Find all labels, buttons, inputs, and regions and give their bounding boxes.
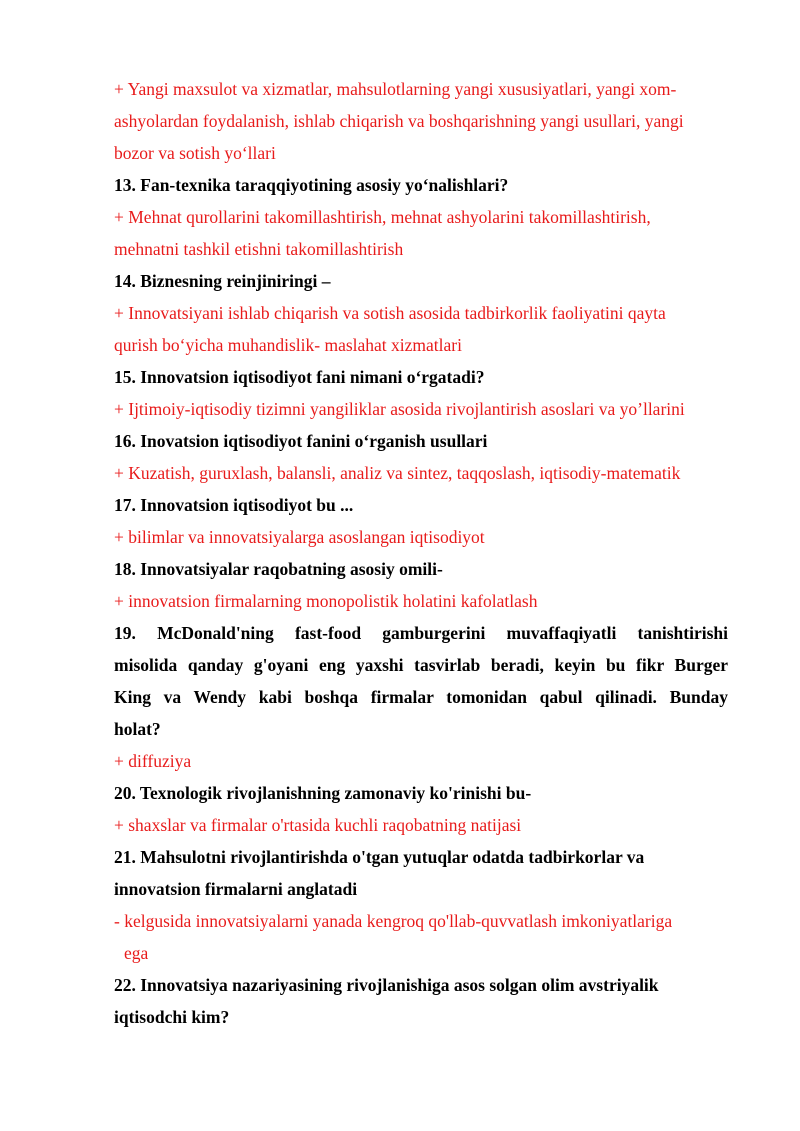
question-block [114,361,728,393]
question-line: 20. Texnologik rivojlanishning zamonaviy ko'rinishi bu- [114,783,532,803]
question-line: 13. Fan-texnika taraqqiyotining asosiy yo‘nalishlari? [114,175,509,195]
question-line: 19. McDonald'ning fast-food gamburgerini muvaffaqiyatli tanishtirishi [114,623,728,643]
question-block [114,265,728,297]
answer-block [114,457,728,489]
answer-block [114,585,728,617]
question-line: 18. Innovatsiyalar raqobatning asosiy omili- [114,559,443,579]
question-line: 15. Innovatsion iqtisodiyot fani nimani o‘rgatadi? [114,367,485,387]
question-line: innovatsion firmalarni anglatadi [114,879,358,899]
question-block [114,841,728,905]
answer-block [114,905,728,969]
question-block [114,425,728,457]
answer-line: + Ijtimoiy-iqtisodiy tizimni yangiliklar asosida rivojlantirish asoslari va yo’llarini [114,399,685,419]
answer-line: + bilimlar va innovatsiyalarga asoslangan iqtisodiyot [114,527,485,547]
answer-line: qurish bo‘yicha muhandislik- maslahat xizmatlari [114,335,462,355]
answer-line: ega [124,943,149,963]
answer-line: + Mehnat qurollarini takomillashtirish, mehnat ashyolarini takomillashtirish, [114,207,651,227]
question-line: iqtisodchi kim? [114,1007,230,1027]
question-line: King va Wendy kabi boshqa firmalar tomonidan qabul qilinadi. Bunday [114,687,728,707]
answer-line: + diffuziya [114,751,192,771]
question-line: 22. Innovatsiya nazariyasining rivojlanishiga asos solgan olim avstriyalik [114,975,659,995]
answer-line: + Kuzatish, guruxlash, balansli, analiz va sintez, taqqoslash, iqtisodiy-matematik [114,463,681,483]
question-line: 21. Mahsulotni rivojlantirishda o'tgan yutuqlar odatda tadbirkorlar va [114,847,645,867]
answer-line: mehnatni tashkil etishni takomillashtirish [114,239,404,259]
question-line: holat? [114,719,161,739]
question-block [114,169,728,201]
question-block [114,489,728,521]
answer-line: ashyolardan foydalanish, ishlab chiqarish va boshqarishning yangi usullari, yangi [114,111,684,131]
answer-block [114,809,728,841]
answer-line: + innovatsion firmalarning monopolistik holatini kafolatlash [114,591,538,611]
answer-line: + Innovatsiyani ishlab chiqarish va sotish asosida tadbirkorlik faoliyatini qayta [114,303,666,323]
answer-block [114,745,728,777]
answer-block [114,297,728,361]
answer-block [114,201,728,265]
question-block [114,553,728,585]
answer-line: + Yangi maxsulot va xizmatlar, mahsulotlarning yangi xususiyatlari, yangi xom- [114,79,677,99]
question-block [114,777,728,809]
answer-block [114,521,728,553]
question-block [114,969,728,1033]
question-line: misolida qanday g'oyani eng yaxshi tasvirlab beradi, keyin bu fikr Burger [114,655,728,675]
answer-block [114,393,728,425]
question-line: 17. Innovatsion iqtisodiyot bu ... [114,495,354,515]
document-body [114,73,728,1033]
answer-line: + shaxslar va firmalar o'rtasida kuchli raqobatning natijasi [114,815,522,835]
answer-line: - kelgusida innovatsiyalarni yanada kengroq qo'llab-quvvatlash imkoniyatlariga [114,911,673,931]
answer-line: bozor va sotish yo‘llari [114,143,276,163]
question-line: 16. Inovatsion iqtisodiyot fanini o‘rganish usullari [114,431,488,451]
answer-block [114,73,728,169]
question-block [114,617,728,745]
question-line: 14. Biznesning reinjiniringi – [114,271,331,291]
